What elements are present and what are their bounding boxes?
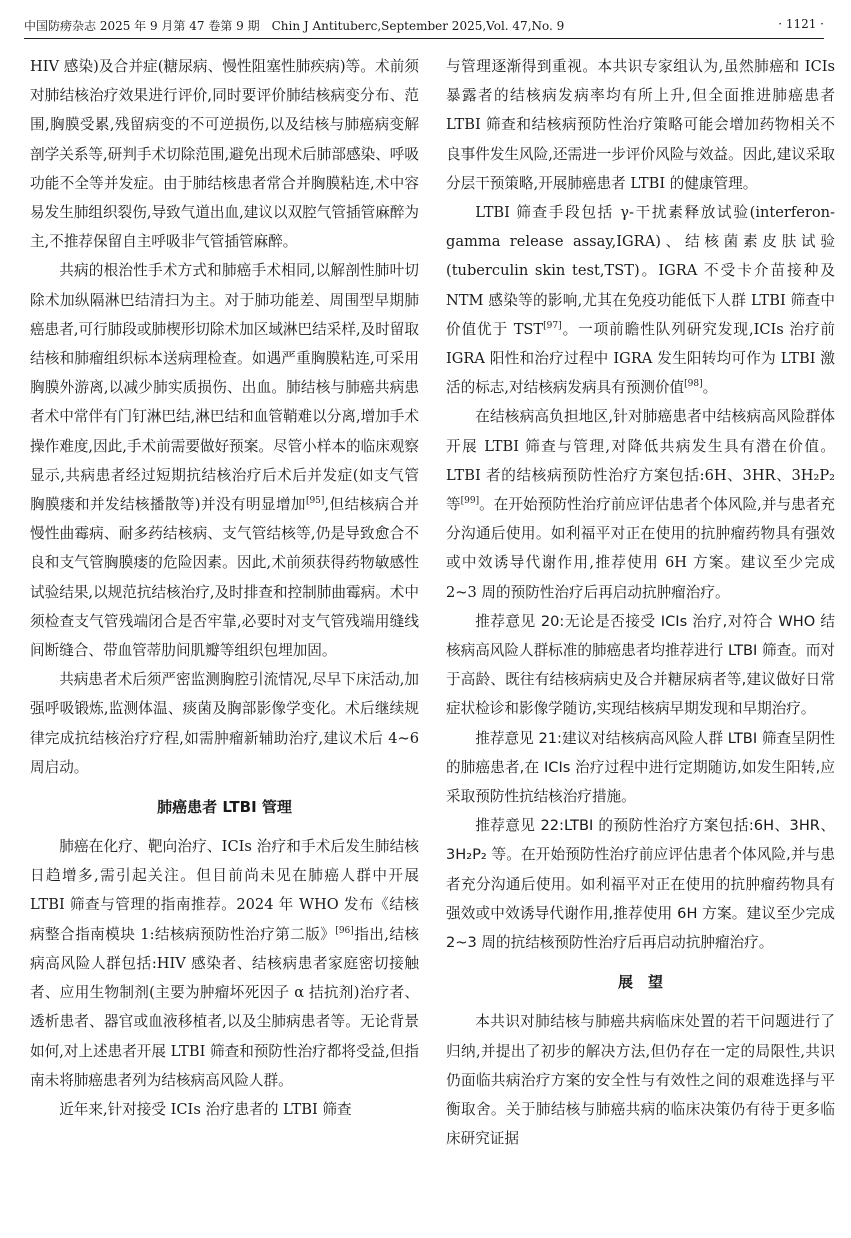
page-number: · 1121 ·: [778, 17, 824, 31]
running-header: [24, 14, 824, 39]
paragraph: 肺癌在化疗、靶向治疗、ICIs 治疗和手术后发生肺结核日趋增多,需引起关注。但目前尚未见在肺癌人群中开展 LTBI 筛查与管理的指南推荐。2024 年 WHO 发布《结核病整合指南模块 1:结核病预防性治疗第二版》[96]指出,结核病高风险人群包括:HIV 感染者、结核病患者家庭密切接触者、应用生物制剂(主要为肿瘤坏死因子 α 拮抗剂)治疗者、透析患者、器官或血液移植者,以及尘肺病患者等。无论背景如何,对上述患者开展 LTBI 筛查和预防性治疗都将受益,但指南未将肺癌患者列为结核病高风险人群。: [30, 838, 419, 1089]
section-heading: 展 望: [617, 973, 663, 992]
citation-ref: [97]: [543, 320, 562, 331]
recommendation-20: 推荐意见 20:无论是否接受 ICIs 治疗,对符合 WHO 结核病高风险人群标准的肺癌患者均推荐进行 LTBI 筛查。而对于高龄、既往有结核病病史及合并糖尿病者等,建议做好日常症状检诊和影像学随访,实现结核病早期发现和早期治疗。: [446, 612, 835, 718]
paragraph: 与管理逐渐得到重视。本共识专家组认为,虽然肺癌和 ICIs 暴露者的结核病发病率均有所上升,但全面推进肺癌患者 LTBI 筛查和结核病预防性治疗策略可能会增加药物相关不良事件发生风险,还需进一步评价风险与效益。因此,建议采取分层干预策略,开展肺癌患者 LTBI 的健康管理。: [446, 58, 835, 192]
paragraph: LTBI 筛查手段包括 γ-干扰素释放试验(interferon-gamma release assay,IGRA)、结核菌素皮肤试验(tuberculin skin test,TST)。IGRA 不受卡介苗接种及 NTM 感染等的影响,尤其在免疫功能低下人群 LTBI 筛查中价值优于 TST[97]。一项前瞻性队列研究发现,ICIs 治疗前 IGRA 阳性和治疗过程中 IGRA 发生阳转均可作为 LTBI 激活的标志,对结核病发病具有预测价值[98]。: [446, 204, 836, 397]
left-column: [30, 52, 419, 1124]
citation-ref: [99]: [460, 496, 480, 507]
paragraph: 共病患者术后须严密监测胸腔引流情况,尽早下床活动,加强呼吸锻炼,监测体温、痰菌及胸部影像学变化。术后继续规律完成抗结核治疗疗程,如需肿瘤新辅助治疗,建议术后 4~6 周启动。: [30, 671, 419, 776]
citation-ref: [96]: [335, 925, 354, 936]
citation-ref: [95]: [305, 496, 325, 507]
citation-ref: [98]: [684, 379, 703, 390]
paragraph: 近年来,针对接受 ICIs 治疗患者的 LTBI 筛查: [59, 1100, 352, 1118]
recommendation-21: 推荐意见 21:建议对结核病高风险人群 LTBI 筛查呈阴性的肺癌患者,在 ICIs 治疗过程中进行定期随访,如发生阳转,应采取预防性抗结核治疗措施。: [446, 729, 835, 806]
paragraph: HIV 感染)及合并症(糖尿病、慢性阻塞性肺疾病)等。术前须对肺结核治疗效果进行评价,同时要评价肺结核病变分布、范围,胸膜受累,残留病变的不可逆损伤,以及结核与肺癌病变解剖学关系等,研判手术切除范围,避免出现术后肺部感染、呼吸功能不全等并发症。由于肺结核患者常合并胸膜粘连,术中容易发生肺组织裂伤,导致气道出血,建议以双腔气管插管麻醉为主,不推荐保留自主呼吸非气管插管麻醉。: [30, 58, 419, 251]
recommendation-22: 推荐意见 22:LTBI 的预防性治疗方案包括:6H、3HR、3H₂P₂ 等。在开始预防性治疗前应评估患者个体风险,并与患者充分沟通后使用。如利福平对正在使用的抗肿瘤药物具有强效或中效诱导代谢作用,推荐使用 6H 方案。建议至少完成 2~3 周的抗结核预防性治疗后再启动抗肿瘤治疗。: [446, 817, 835, 952]
right-column: [446, 52, 835, 1153]
paragraph: 共病的根治性手术方式和肺癌手术相同,以解剖性肺叶切除术加纵隔淋巴结清扫为主。对于肺功能差、周围型早期肺癌患者,可行肺段或肺楔形切除术加区域淋巴结采样,及时留取结核和肺瘤组织标本送病理检查。如遇严重胸膜粘连,可采用胸膜外游离,以减少肺实质损伤、出血。肺结核与肺癌共病患者术中常伴有门钉淋巴结,淋巴结和血管鞘难以分离,增加手术操作难度,因此,手术前需要做好预案。尽管小样本的临床观察显示,共病患者经过短期抗结核治疗后术后并发症(如支气管胸膜瘘和并发结核播散等)并没有明显增加[95],但结核病合并慢性曲霉病、耐多药结核病、支气管结核等,仍是导致愈合不良和支气管胸膜瘘的危险因素。因此,术前须获得药物敏感性试验结果,以规范抗结核治疗,及时排查和控制肺曲霉病。术中须检查支气管残端闭合是否牢靠,必要时对支气管残端用缝线间断缝合、带血管蒂肋间肌瓣等组织包埋加固。: [30, 262, 420, 660]
paragraph: 本共识对肺结核与肺癌共病临床处置的若干问题进行了归纳,并提出了初步的解决方法,但仍存在一定的局限性,共识仍面临共病治疗方案的安全性与有效性之间的艰难选择与平衡取舍。关于肺结核与肺癌共病的临床决策仍有待于更多临床研究证据: [446, 1013, 835, 1148]
section-heading: 肺癌患者 LTBI 管理: [157, 798, 292, 817]
paragraph: 在结核病高负担地区,针对肺癌患者中结核病高风险群体开展 LTBI 筛查与管理,对降低共病发生具有潜在价值。LTBI 者的结核病预防性治疗方案包括:6H、3HR、3H₂P₂ 等[99]。在开始预防性治疗前应评估患者个体风险,并与患者充分沟通后使用。如利福平对正在使用的抗肿瘤药物具有强效或中效诱导代谢作用,推荐使用 6H 方案。建议至少完成 2~3 周的预防性治疗后再启动抗肿瘤治疗。: [446, 408, 835, 601]
journal-citation: 中国防痨杂志 2025 年 9 月第 47 卷第 9 期 Chin J Antituberc,September 2025,Vol. 47,No. 9: [24, 19, 565, 33]
